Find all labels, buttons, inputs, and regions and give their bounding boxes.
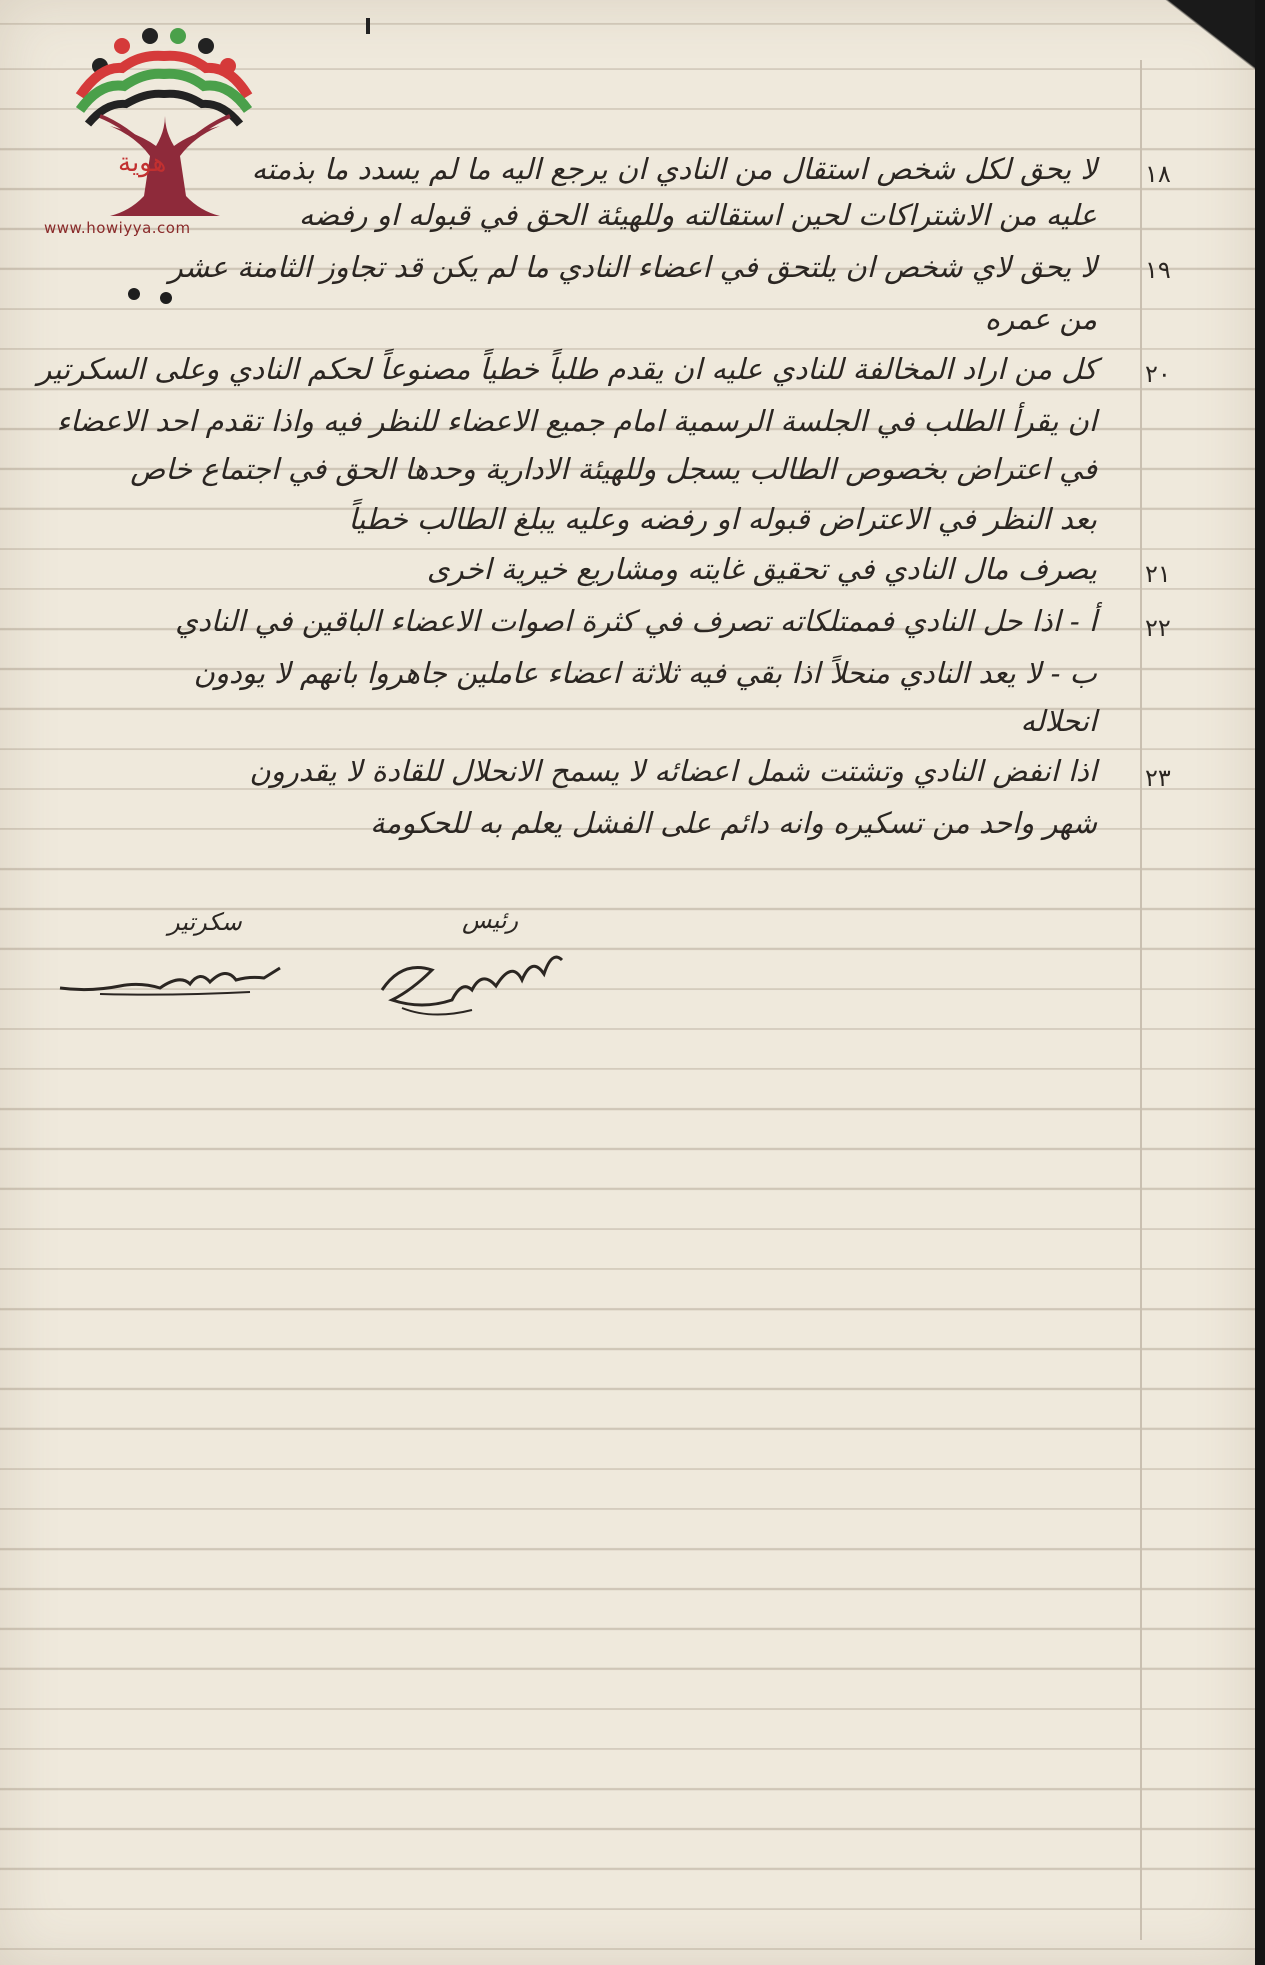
handwritten-line: من عمره: [984, 302, 1097, 336]
howiyya-logo: [40, 6, 270, 236]
secretary-title: سكرتير: [168, 908, 242, 936]
handwritten-line: لا يحق لكل شخص استقال من النادي ان يرجع اليه ما لم يسدد ما بذمته: [251, 152, 1097, 186]
handwritten-line: في اعتراض بخصوص الطالب يسجل وللهيئة الادارية وحدها الحق في اجتماع خاص: [130, 452, 1097, 486]
item-number: ١٩: [1145, 256, 1171, 284]
handwritten-line: شهر واحد من تسكيره وانه دائم على الفشل يعلم به للحكومة: [370, 806, 1097, 840]
handwritten-line: بعد النظر في الاعتراض قبوله او رفضه وعليه يبلغ الطالب خطياً: [348, 502, 1097, 536]
ink-dot: [160, 292, 172, 304]
ink-dot: [128, 288, 140, 300]
handwritten-line: ان يقرأ الطلب في الجلسة الرسمية امام جميع الاعضاء للنظر فيه واذا تقدم احد الاعضاء: [56, 404, 1097, 438]
president-signature: [372, 930, 572, 1030]
handwritten-line: اذا انفض النادي وتشتت شمل اعضائه لا يسمح الانحلال للقادة لا يقدرون: [249, 754, 1097, 788]
handwritten-line: لا يحق لاي شخص ان يلتحق في اعضاء النادي ما لم يكن قد تجاوز الثامنة عشر: [168, 250, 1097, 284]
item-number: ٢٣: [1145, 764, 1171, 792]
logo-url: www.howiyya.com: [44, 219, 191, 237]
ink-mark: [366, 18, 370, 34]
handwritten-line: يصرف مال النادي في تحقيق غايته ومشاريع خيرية اخرى: [426, 552, 1097, 586]
logo-figures: [80, 28, 248, 124]
item-number: ١٨: [1145, 160, 1171, 188]
secretary-signature: [50, 946, 290, 1006]
item-number: ٢٠: [1145, 360, 1171, 388]
handwritten-line: انحلاله: [1020, 704, 1097, 738]
handwritten-line: كل من اراد المخالفة للنادي عليه ان يقدم طلباً خطياً مصنوعاً لحكم النادي وعلى السكرتير: [37, 352, 1097, 386]
logo-word: هوية: [118, 148, 167, 178]
handwritten-line: عليه من الاشتراكات لحين استقالته وللهيئة الحق في قبوله او رفضه: [298, 198, 1097, 232]
handwritten-line: أ - اذا حل النادي فممتلكاته تصرف في كثرة اصوات الاعضاء الباقين في النادي: [175, 604, 1097, 638]
president-title: رئيس: [462, 906, 519, 934]
torn-corner: [1165, 0, 1255, 70]
item-number: ٢٢: [1145, 614, 1171, 642]
scan-edge: [1255, 0, 1265, 1965]
item-number: ٢١: [1145, 560, 1171, 588]
margin-line: [1140, 60, 1142, 1940]
handwritten-line: ب - لا يعد النادي منحلاً اذا بقي فيه ثلاثة اعضاء عاملين جاهروا بانهم لا يودون: [193, 656, 1097, 690]
